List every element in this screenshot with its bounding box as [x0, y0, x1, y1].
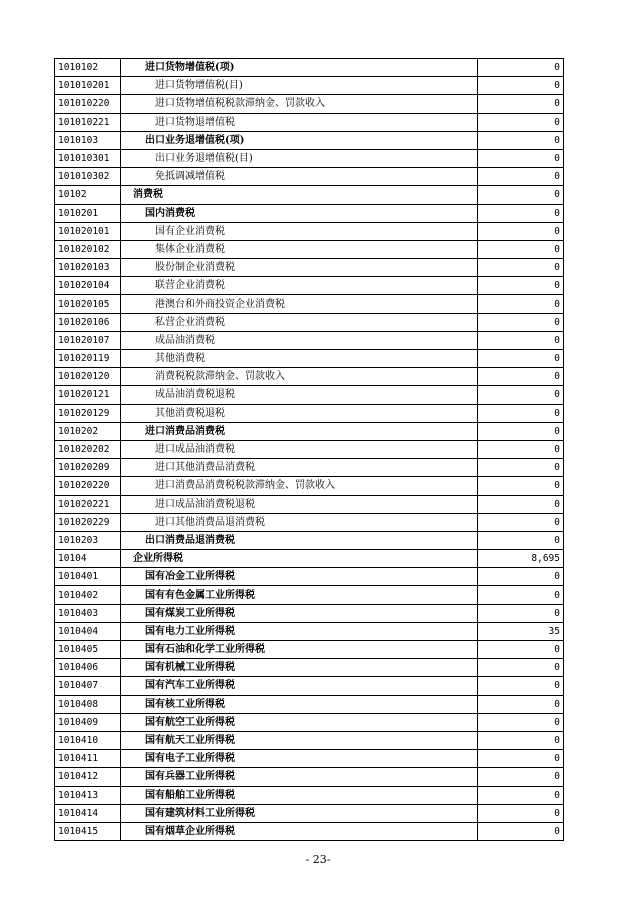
row-name: 进口货物增值税(项) [121, 59, 478, 77]
row-value: 0 [478, 750, 564, 768]
row-code: 101020220 [55, 477, 121, 495]
table-row [55, 495, 564, 513]
table-row [55, 804, 564, 822]
row-value: 0 [478, 59, 564, 77]
row-code: 1010201 [55, 204, 121, 222]
table-row [55, 59, 564, 77]
table-row [55, 513, 564, 531]
table-row [55, 113, 564, 131]
table-row [55, 240, 564, 258]
table-row [55, 149, 564, 167]
row-name: 国有企业消费税 [121, 222, 478, 240]
row-value: 0 [478, 77, 564, 95]
row-name: 国有航天工业所得税 [121, 731, 478, 749]
row-name: 进口其他消费品退消费税 [121, 513, 478, 531]
table-row [55, 750, 564, 768]
row-name: 进口其他消费品消费税 [121, 459, 478, 477]
table-row [55, 331, 564, 349]
row-name: 国有煤炭工业所得税 [121, 604, 478, 622]
row-value: 0 [478, 641, 564, 659]
table-row [55, 95, 564, 113]
row-code: 101020104 [55, 277, 121, 295]
row-code: 101020120 [55, 368, 121, 386]
row-code: 101020119 [55, 350, 121, 368]
row-value: 0 [478, 422, 564, 440]
table-row [55, 350, 564, 368]
row-name: 进口货物增值税(目) [121, 77, 478, 95]
row-name: 国有电力工业所得税 [121, 622, 478, 640]
row-value: 0 [478, 313, 564, 331]
row-code: 101020209 [55, 459, 121, 477]
row-name: 消费税 [121, 186, 478, 204]
row-value: 0 [478, 149, 564, 167]
row-code: 1010202 [55, 422, 121, 440]
table-row [55, 131, 564, 149]
row-value: 0 [478, 113, 564, 131]
row-code: 101020103 [55, 259, 121, 277]
row-name: 国内消费税 [121, 204, 478, 222]
row-code: 101020121 [55, 386, 121, 404]
table-row [55, 477, 564, 495]
row-value: 0 [478, 222, 564, 240]
row-name: 出口业务退增值税(项) [121, 131, 478, 149]
row-name: 国有航空工业所得税 [121, 713, 478, 731]
table-row [55, 713, 564, 731]
row-name: 国有汽车工业所得税 [121, 677, 478, 695]
row-value: 0 [478, 295, 564, 313]
page-number: - 23- [305, 853, 331, 866]
row-value: 0 [478, 277, 564, 295]
row-name: 联营企业消费税 [121, 277, 478, 295]
table-row [55, 786, 564, 804]
row-value: 0 [478, 131, 564, 149]
row-code: 101020202 [55, 440, 121, 458]
row-code: 10104 [55, 550, 121, 568]
table-row [55, 368, 564, 386]
table-row [55, 550, 564, 568]
table-row [55, 404, 564, 422]
table-row [55, 677, 564, 695]
table-row [55, 695, 564, 713]
row-code: 101020107 [55, 331, 121, 349]
row-code: 1010410 [55, 731, 121, 749]
row-code: 1010413 [55, 786, 121, 804]
row-name: 其他消费税退税 [121, 404, 478, 422]
row-value: 0 [478, 713, 564, 731]
table-row [55, 386, 564, 404]
budget-table-container [54, 58, 563, 841]
table-row [55, 259, 564, 277]
row-name: 进口货物增值税税款滞纳金、罚款收入 [121, 95, 478, 113]
row-name: 国有建筑材料工业所得税 [121, 804, 478, 822]
table-row [55, 641, 564, 659]
table-row [55, 731, 564, 749]
row-name: 国有核工业所得税 [121, 695, 478, 713]
row-code: 101010301 [55, 149, 121, 167]
row-code: 101010220 [55, 95, 121, 113]
row-code: 101020221 [55, 495, 121, 513]
row-name: 国有有色金属工业所得税 [121, 586, 478, 604]
row-value: 0 [478, 331, 564, 349]
table-row [55, 77, 564, 95]
row-code: 1010407 [55, 677, 121, 695]
row-value: 0 [478, 677, 564, 695]
row-value: 0 [478, 477, 564, 495]
table-body [55, 59, 564, 841]
row-value: 0 [478, 731, 564, 749]
table-row [55, 622, 564, 640]
table-row [55, 222, 564, 240]
row-name: 国有烟草企业所得税 [121, 822, 478, 840]
table-row [55, 204, 564, 222]
row-name: 进口成品油消费税退税 [121, 495, 478, 513]
row-value: 0 [478, 204, 564, 222]
revenue-table [54, 58, 564, 841]
row-code: 1010406 [55, 659, 121, 677]
row-name: 港澳台和外商投资企业消费税 [121, 295, 478, 313]
row-value: 0 [478, 259, 564, 277]
row-name: 消费税税款滞纳金、罚款收入 [121, 368, 478, 386]
row-value: 0 [478, 440, 564, 458]
table-row [55, 531, 564, 549]
row-code: 1010404 [55, 622, 121, 640]
table-row [55, 768, 564, 786]
row-value: 0 [478, 604, 564, 622]
row-code: 1010408 [55, 695, 121, 713]
row-value: 0 [478, 168, 564, 186]
row-value: 0 [478, 586, 564, 604]
row-code: 101010302 [55, 168, 121, 186]
table-row [55, 313, 564, 331]
table-row [55, 440, 564, 458]
row-code: 1010402 [55, 586, 121, 604]
table-row [55, 277, 564, 295]
row-code: 1010401 [55, 568, 121, 586]
row-value: 0 [478, 95, 564, 113]
row-code: 101020129 [55, 404, 121, 422]
row-code: 10102 [55, 186, 121, 204]
row-value: 0 [478, 386, 564, 404]
row-value: 0 [478, 350, 564, 368]
row-value: 0 [478, 240, 564, 258]
row-name: 国有兵器工业所得税 [121, 768, 478, 786]
row-name: 进口消费品消费税 [121, 422, 478, 440]
table-row [55, 422, 564, 440]
row-name: 成品油消费税退税 [121, 386, 478, 404]
row-value: 0 [478, 786, 564, 804]
row-name: 企业所得税 [121, 550, 478, 568]
row-code: 1010103 [55, 131, 121, 149]
row-code: 101020229 [55, 513, 121, 531]
row-name: 出口业务退增值税(目) [121, 149, 478, 167]
row-code: 101020105 [55, 295, 121, 313]
row-name: 成品油消费税 [121, 331, 478, 349]
table-row [55, 168, 564, 186]
table-row [55, 459, 564, 477]
row-value: 0 [478, 659, 564, 677]
table-row [55, 586, 564, 604]
row-value: 0 [478, 495, 564, 513]
row-name: 国有机械工业所得税 [121, 659, 478, 677]
row-code: 1010409 [55, 713, 121, 731]
row-code: 101010201 [55, 77, 121, 95]
row-code: 101020106 [55, 313, 121, 331]
row-code: 101020102 [55, 240, 121, 258]
table-row [55, 295, 564, 313]
row-name: 出口消费品退消费税 [121, 531, 478, 549]
row-name: 股份制企业消费税 [121, 259, 478, 277]
row-name: 免抵调减增值税 [121, 168, 478, 186]
row-value: 0 [478, 186, 564, 204]
row-value: 0 [478, 531, 564, 549]
row-name: 进口货物退增值税 [121, 113, 478, 131]
row-value: 0 [478, 822, 564, 840]
row-code: 1010411 [55, 750, 121, 768]
table-row [55, 659, 564, 677]
row-name: 进口消费品消费税税款滞纳金、罚款收入 [121, 477, 478, 495]
row-code: 1010403 [55, 604, 121, 622]
table-row [55, 822, 564, 840]
row-value: 0 [478, 768, 564, 786]
row-code: 101020101 [55, 222, 121, 240]
row-code: 1010415 [55, 822, 121, 840]
row-name: 其他消费税 [121, 350, 478, 368]
row-name: 国有石油和化学工业所得税 [121, 641, 478, 659]
row-value: 0 [478, 368, 564, 386]
row-value: 8,695 [478, 550, 564, 568]
table-row [55, 604, 564, 622]
row-name: 集体企业消费税 [121, 240, 478, 258]
row-value: 0 [478, 804, 564, 822]
row-code: 101010221 [55, 113, 121, 131]
row-value: 0 [478, 568, 564, 586]
row-value: 0 [478, 695, 564, 713]
row-name: 进口成品油消费税 [121, 440, 478, 458]
row-name: 国有船舶工业所得税 [121, 786, 478, 804]
row-value: 35 [478, 622, 564, 640]
row-code: 1010412 [55, 768, 121, 786]
row-name: 私营企业消费税 [121, 313, 478, 331]
row-value: 0 [478, 513, 564, 531]
row-code: 1010102 [55, 59, 121, 77]
row-code: 1010414 [55, 804, 121, 822]
row-name: 国有电子工业所得税 [121, 750, 478, 768]
table-row [55, 568, 564, 586]
row-value: 0 [478, 404, 564, 422]
row-name: 国有冶金工业所得税 [121, 568, 478, 586]
row-code: 1010203 [55, 531, 121, 549]
row-value: 0 [478, 459, 564, 477]
row-code: 1010405 [55, 641, 121, 659]
table-row [55, 186, 564, 204]
